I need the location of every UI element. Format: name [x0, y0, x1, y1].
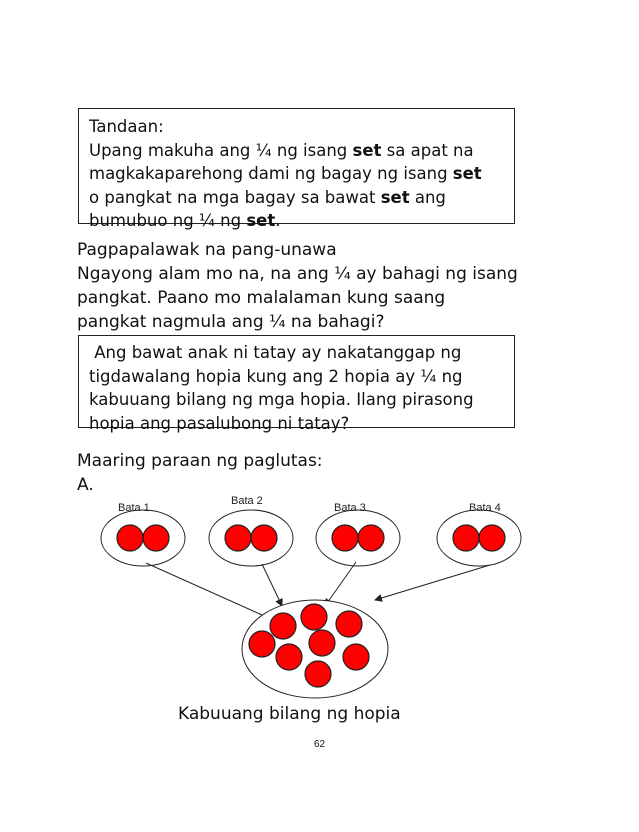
text-segment: ang [409, 187, 446, 207]
group-label: Bata 2 [231, 495, 263, 507]
problem-line-4: hopia ang pasalubong ni tatay? [89, 413, 350, 433]
expansion-heading: Pagpapalawak na pang-unawa [77, 240, 337, 260]
solution-option: A. [77, 475, 94, 495]
bold-term: set [352, 140, 382, 160]
hopia-circle [117, 525, 143, 551]
hopia-circle [305, 661, 331, 687]
hopia-circle [358, 525, 384, 551]
hopia-circle [276, 644, 302, 670]
arrow [262, 564, 282, 606]
hopia-circle [249, 631, 275, 657]
hopia-circle [225, 525, 251, 551]
solution-intro: Maaring paraan ng paglutas: [77, 451, 323, 471]
bold-term: set [452, 164, 482, 183]
group-label: Bata 1 [118, 502, 150, 514]
tandaan-heading: Tandaan: [89, 117, 164, 136]
text-segment: Upang makuha ang ¼ ng isang [89, 140, 353, 160]
text-segment: sa apat na [381, 140, 474, 160]
hopia-circle [301, 604, 327, 630]
expansion-line-3: pangkat nagmula ang ¼ na bahagi? [77, 312, 385, 332]
expansion-line-1: Ngayong alam mo na, na ang ¼ ay bahagi ng isang [77, 264, 518, 284]
text-segment: o pangkat na mga bagay sa bawat [89, 187, 381, 207]
hopia-circle [309, 630, 335, 656]
bold-term: set [380, 187, 410, 207]
hopia-circle [343, 644, 369, 670]
arrow [375, 565, 490, 600]
text-segment: . [275, 211, 281, 230]
hopia-circle [479, 525, 505, 551]
problem-line-2: tigdawalang hopia kung ang 2 hopia ay ¼ ng [89, 366, 463, 386]
problem-line-3: kabuuang bilang ng mga hopia. Ilang pirasong [89, 390, 474, 409]
arrow [325, 562, 356, 606]
hopia-circle [251, 525, 277, 551]
text-segment: magkakaparehong dami ng bagay ng isang [89, 164, 453, 183]
hopia-circle [453, 525, 479, 551]
expansion-line-2: pangkat. Paano mo malalaman kung saang [77, 288, 446, 308]
hopia-circle [270, 613, 296, 639]
hopia-circle [336, 611, 362, 637]
hopia-circle [332, 525, 358, 551]
problem-line-1: Ang bawat anak ni tatay ay nakatanggap ng [89, 343, 462, 362]
bold-term: set [246, 211, 276, 230]
page-number: 62 [313, 739, 326, 750]
diagram-caption: Kabuuang bilang ng hopia [178, 704, 401, 724]
group-label: Bata 3 [334, 502, 366, 514]
group-label: Bata 4 [469, 502, 501, 514]
hopia-circle [143, 525, 169, 551]
text-segment: bumubuo ng ¼ ng [89, 211, 247, 230]
